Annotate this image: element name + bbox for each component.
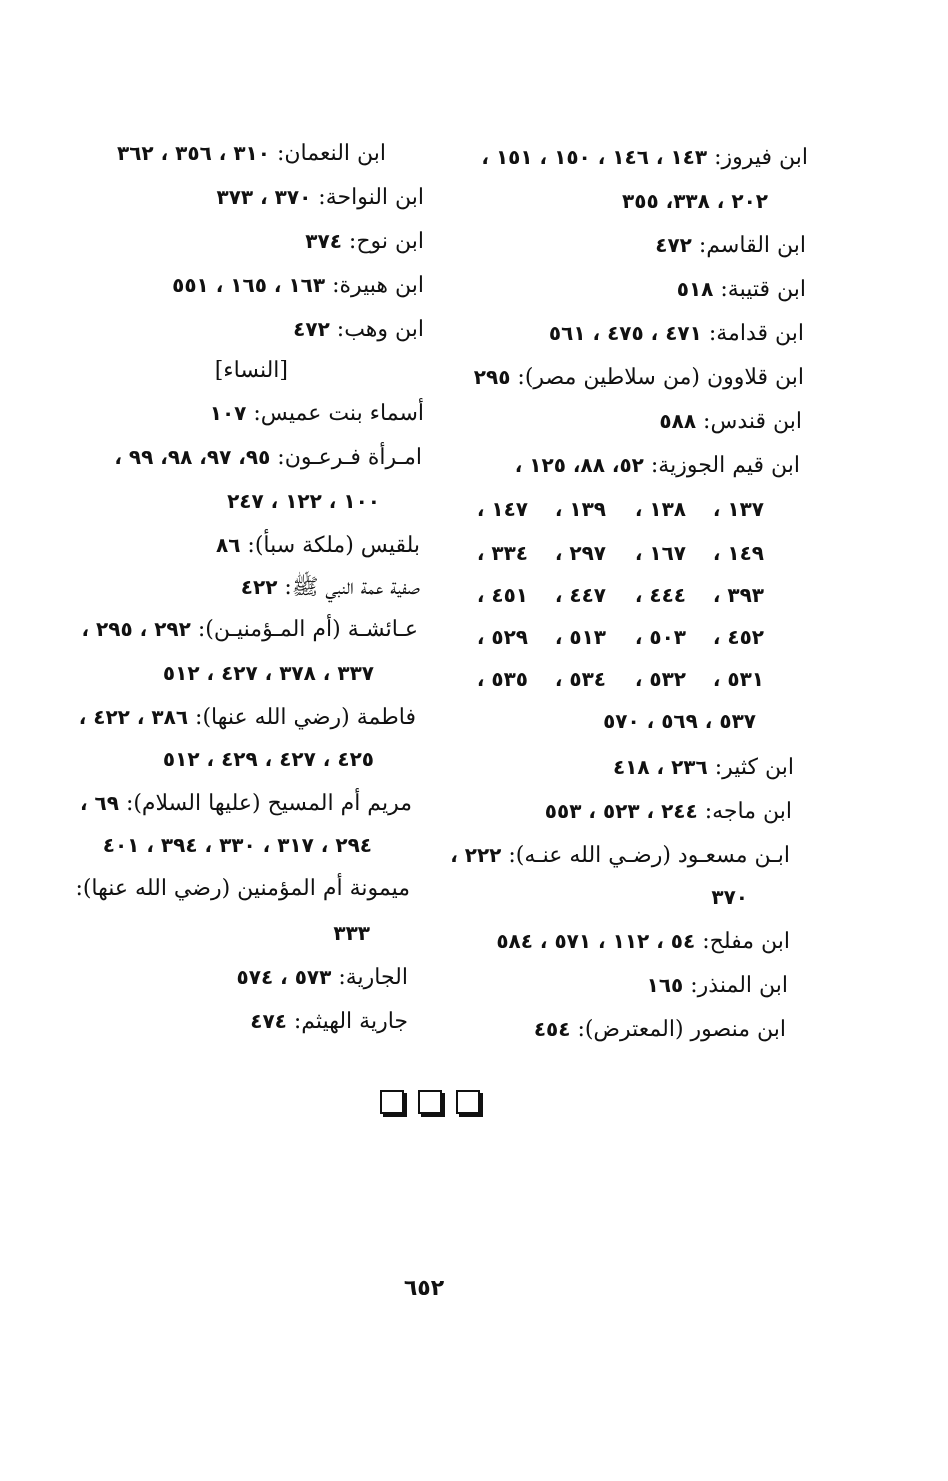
index-entry: [172, 270, 424, 300]
page-ref: ٤٥١ ،: [476, 583, 528, 607]
entry-pages: ٥٨٨: [659, 409, 697, 433]
index-entry: [450, 840, 790, 870]
entry-pages: ٣٣٧ ، ٣٧٨ ، ٤٢٧ ، ٥١٢: [162, 661, 374, 685]
entry-pages: ٥٢، ٨٨، ١٢٥ ،: [514, 453, 644, 477]
ornament-square-icon: [380, 1090, 404, 1114]
entry-pages: ٥١٨: [676, 277, 714, 301]
page-ref: ٥٣٢ ،: [634, 667, 686, 691]
page-ref: ٥٢٩ ،: [476, 625, 528, 649]
entry-pages: ٥٧٣ ، ٥٧٤: [236, 965, 332, 989]
entry-name: ابـن مسعـود (رضـي الله عنـه):: [508, 843, 790, 868]
index-entry-continued: [711, 882, 748, 912]
index-entry-continued: [103, 830, 372, 860]
index-entry: [534, 1014, 786, 1044]
section-end-ornament: [378, 1084, 488, 1116]
index-entry: [241, 572, 420, 602]
page-ref: ٣٩٣ ،: [712, 583, 764, 607]
entry-pages: ٤٢٢: [240, 575, 278, 599]
index-entry: [210, 398, 424, 428]
page-ref: ٥٠٣ ،: [634, 625, 686, 649]
index-entry: [305, 226, 424, 256]
entry-name: فاطمة (رضي الله عنها):: [195, 705, 416, 730]
entry-pages: ١٤٣ ، ١٤٦ ، ١٥٠ ، ١٥١ ،: [481, 145, 708, 169]
index-entry: [293, 314, 424, 344]
entry-name: ابن نوح:: [348, 229, 424, 254]
page-ref: ٥١٣ ،: [554, 625, 606, 649]
section-heading: [215, 356, 288, 386]
index-entry-continued: [333, 918, 370, 948]
page-ref: ٤٤٧ ،: [554, 583, 606, 607]
page-ref: ١٦٧ ،: [634, 541, 686, 565]
index-entry: [237, 962, 408, 992]
index-entry: [677, 274, 806, 304]
entry-pages: ٦٩ ،: [79, 791, 119, 815]
page-ref: ٥٣١ ،: [712, 667, 764, 691]
page-ref: ١٣٧ ،: [712, 497, 764, 521]
entry-pages: ٢٩٢ ، ٢٩٥ ،: [81, 617, 191, 641]
entry-name: عـائشـة (أم المـؤمنيـن):: [197, 617, 418, 642]
index-entry: [75, 874, 410, 904]
entry-pages: ٣٨٦ ، ٤٢٢ ،: [78, 705, 189, 729]
index-entry-continued: [227, 486, 380, 516]
index-entry: [613, 752, 794, 782]
entry-name: ابن مفلح:: [702, 929, 790, 954]
entry-name: ابن القاسم:: [698, 233, 806, 258]
page-number-row: [468, 538, 764, 568]
entry-name: مريم أم المسيح (عليها السلام):: [125, 791, 412, 816]
entry-pages: ١٦٥: [646, 973, 684, 997]
index-entry: [216, 530, 420, 560]
entry-pages: ٤٧٤: [250, 1009, 287, 1033]
page-number-row: [468, 580, 764, 610]
ornament-square-icon: [418, 1090, 442, 1114]
entry-name: ابن النواحة:: [318, 185, 424, 210]
index-entry: [659, 406, 802, 436]
entry-name: الجارية:: [338, 965, 408, 990]
page-ref: ١٣٨ ،: [634, 497, 686, 521]
entry-name: أسماء بنت عميس:: [253, 401, 424, 426]
index-entry-continued: [163, 658, 374, 688]
index-entry-continued: [163, 744, 374, 774]
page-ref: ٥٣٤ ،: [554, 667, 606, 691]
index-entry: [655, 230, 806, 260]
index-entry: [474, 362, 804, 392]
entry-pages: ٤٧٢: [655, 233, 692, 257]
page-ref: ١٣٩ ،: [554, 497, 606, 521]
entry-pages: ٢٣٦ ، ٤١٨: [612, 755, 708, 779]
ornament-square-icon: [456, 1090, 480, 1114]
entry-pages: ١٦٣ ، ١٦٥ ، ٥٥١: [172, 273, 326, 297]
entry-pages: ٣٧٤: [305, 229, 342, 253]
index-entry: [81, 614, 418, 644]
entry-name: بلقيس (ملكة سبأ):: [247, 533, 420, 558]
entry-pages: ٣١٠ ، ٣٥٦ ، ٣٦٢: [117, 141, 270, 165]
entry-name: ابن النعمان:: [276, 141, 386, 166]
index-entry-continued: [603, 706, 756, 736]
page-ref: ٥٣٥ ،: [476, 667, 528, 691]
index-entry: [114, 442, 422, 472]
entry-name: ابن المنذر:: [690, 973, 788, 998]
entry-name: ابن قندس:: [703, 409, 802, 434]
index-entry: [515, 450, 800, 480]
entry-pages: ٢٩٥: [473, 365, 511, 389]
entry-pages: ٨٦: [216, 533, 241, 557]
entry-pages: ٣٧٠ ، ٣٧٣: [216, 185, 312, 209]
page-number-row: [468, 494, 764, 524]
section-title: [النساء]: [214, 358, 288, 383]
entry-name: ابن قتيبة:: [720, 277, 806, 302]
entry-name: ابن ماجه:: [704, 799, 792, 824]
entry-name: ابن قدامة:: [708, 321, 804, 346]
entry-name: ابن قلاوون (من سلاطين مصر):: [517, 365, 804, 390]
index-entry: [250, 1006, 408, 1036]
page-ref: ٢٩٧ ،: [554, 541, 606, 565]
entry-pages: ٢٤٤ ، ٥٢٣ ، ٥٥٣: [544, 799, 698, 823]
index-entry: [545, 796, 792, 826]
entry-name: ابن فيروز:: [714, 145, 808, 170]
entry-pages: ٢٠٢ ، ٣٣٨، ٣٥٥: [622, 189, 768, 213]
entry-pages: ٥٤ ، ١١٢ ، ٥٧١ ، ٥٨٤: [496, 929, 696, 953]
entry-pages: ٤٧٢: [293, 317, 330, 341]
entry-pages: ٤٢٥ ، ٤٢٧ ، ٤٢٩ ، ٥١٢: [162, 747, 374, 771]
index-entry: [79, 702, 416, 732]
entry-name: ابن هبيرة:: [332, 273, 424, 298]
entry-name: ابن قيم الجوزية:: [650, 453, 800, 478]
entry-pages: ٣٧٠: [711, 885, 748, 909]
page-ref: ١٤٩ ،: [712, 541, 764, 565]
page-ref: ٤٤٤ ،: [634, 583, 686, 607]
entry-name: ابن منصور (المعترض):: [577, 1017, 786, 1042]
page-ref: ١٤٧ ،: [476, 497, 528, 521]
page-ref: ٤٥٢ ،: [712, 625, 764, 649]
page-number-row: [468, 664, 764, 694]
entry-pages: ٩٥، ٩٧، ٩٨، ٩٩ ،: [114, 445, 271, 469]
index-entry-continued: [622, 186, 768, 216]
page-number: ٦٥٢: [403, 1276, 445, 1301]
index-entry: [549, 318, 804, 348]
entry-name: جارية الهيثم:: [293, 1009, 408, 1034]
entry-pages: ٤٧١ ، ٤٧٥ ، ٥٦١: [548, 321, 702, 345]
entry-name: ابن وهب:: [336, 317, 424, 342]
entry-name: ميمونة أم المؤمنين (رضي الله عنها):: [75, 876, 410, 901]
entry-pages: ٣٣٣: [333, 921, 370, 945]
entry-pages: ٥٣٧ ، ٥٦٩ ، ٥٧٠: [603, 709, 756, 733]
index-entry: [80, 788, 412, 818]
entry-name: ابن كثير:: [714, 755, 794, 780]
entry-name: امـرأة فـرعـون:: [277, 445, 422, 470]
index-entry: [647, 970, 788, 1000]
entry-pages: ١٠٧: [209, 401, 247, 425]
entry-pages: ٢٩٤ ، ٣١٧ ، ٣٣٠ ، ٣٩٤ ، ٤٠١: [102, 833, 372, 857]
index-entry: [496, 926, 790, 956]
entry-pages: ١٠٠ ، ١٢٢ ، ٢٤٧: [227, 489, 380, 513]
index-entry: [117, 138, 386, 168]
entry-pages: ٢٢٢ ،: [450, 843, 502, 867]
index-entry: [481, 142, 808, 172]
entry-name: صفية عمة النبي ﷺ:: [284, 575, 420, 600]
page-number-row: [468, 622, 764, 652]
entry-pages: ٤٥٤: [533, 1017, 571, 1041]
page-ref: ٣٣٤ ،: [476, 541, 528, 565]
index-entry: [217, 182, 425, 212]
